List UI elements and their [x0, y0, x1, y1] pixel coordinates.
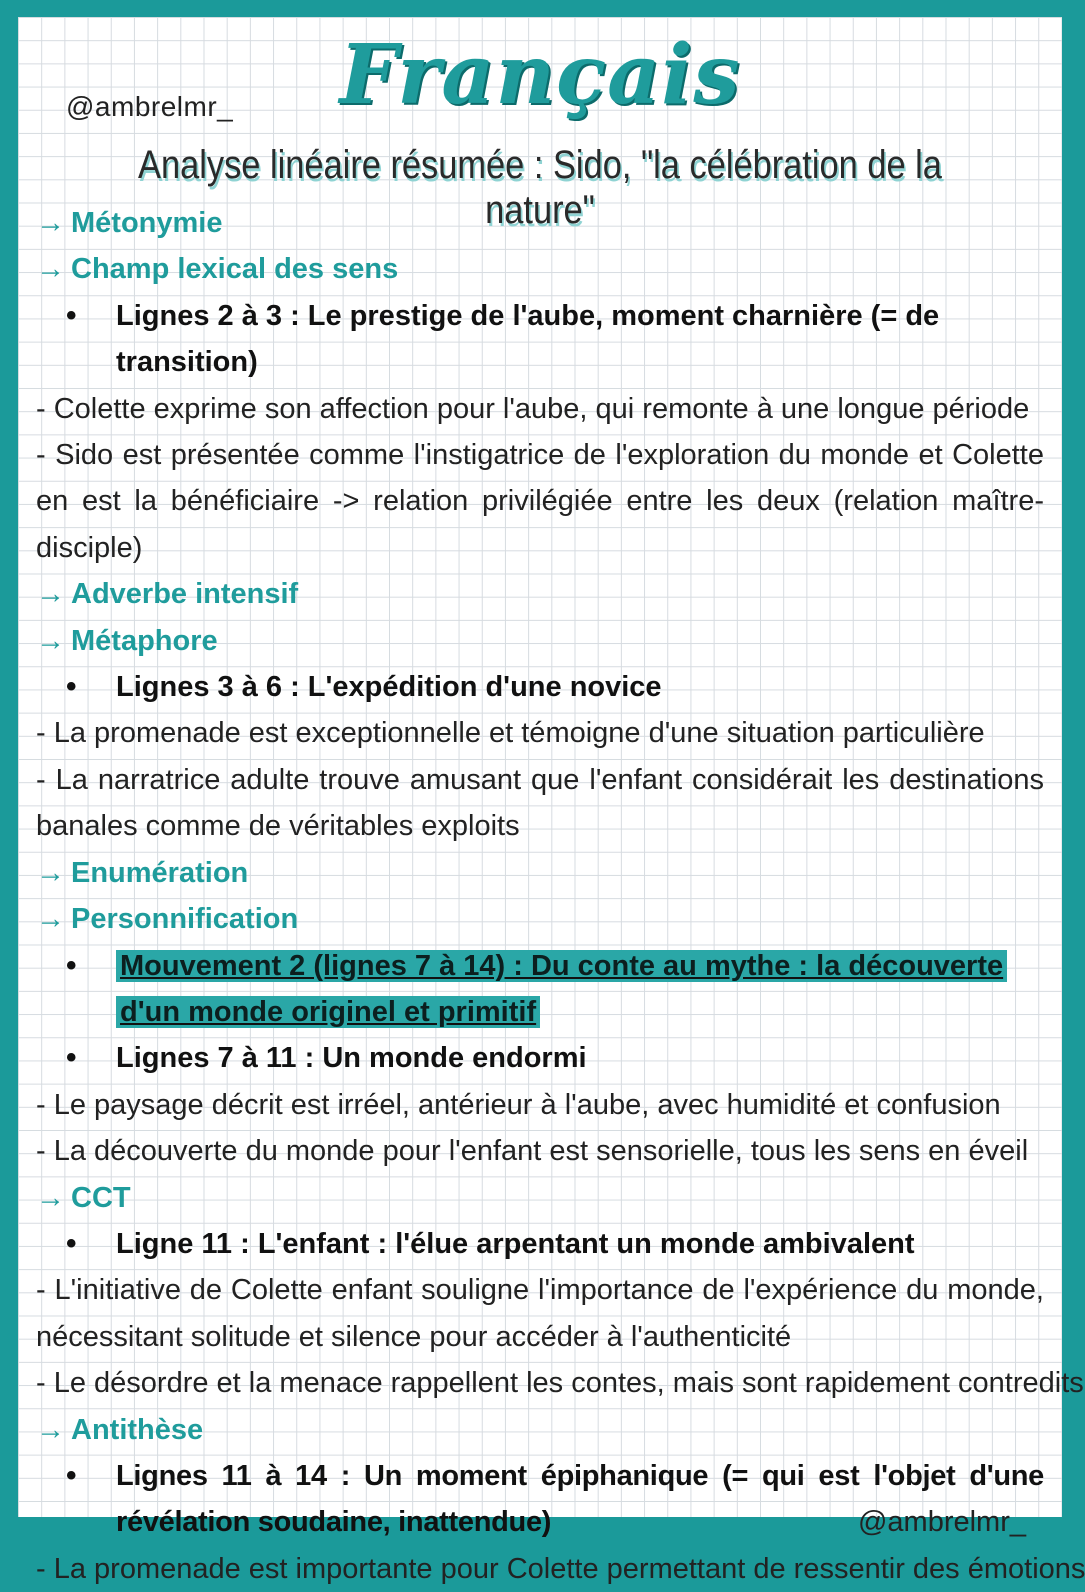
figure-item: → Personnification: [36, 903, 299, 936]
note-paragraph: - Sido est présentée comme l'instigatrice de l'exploration du monde et Colette en est la bénéficiaire -> relation privilégiée entre les deux (relation maître-disciple): [36, 439, 1044, 564]
arrow-icon: →: [36, 578, 65, 611]
figure-item: → Antithèse: [36, 1413, 204, 1446]
bullet-icon: •: [66, 948, 77, 982]
arrow-icon: →: [36, 207, 65, 239]
note-line: - Colette exprime son affection pour l'aube, qui remonte à une longue période: [36, 392, 1030, 425]
arrow-icon: →: [36, 253, 65, 286]
page-title: Français: [339, 27, 741, 123]
bullet-icon: •: [66, 670, 77, 704]
section-heading: • Lignes 3 à 6 : L'expédition d'une novice: [36, 664, 1044, 710]
note-line: - Le désordre et la menace rappellent les contes, mais sont rapidement contredits: [36, 1367, 1084, 1400]
note-paragraph: - La narratrice adulte trouve amusant que l'enfant considérait les destinations banales comme de véritables exploits: [36, 763, 1044, 843]
section-heading: • Lignes 7 à 11 : Un monde endormi: [36, 1035, 1044, 1081]
arrow-icon: →: [36, 1181, 65, 1214]
arrow-icon: →: [36, 903, 65, 936]
highlighted-heading: Mouvement 2 (lignes 7 à 14) : Du conte au mythe : la découverte d'un monde originel et primitif: [116, 950, 1007, 1028]
arrow-icon: →: [36, 1413, 65, 1446]
notebook-page: [18, 17, 1085, 1585]
bullet-icon: •: [66, 1458, 77, 1492]
arrow-icon: →: [36, 624, 65, 657]
footer-handle: @ambrelmr_: [857, 1506, 1026, 1539]
figure-item: → Métaphore: [36, 624, 218, 657]
note-line: - La promenade est importante pour Colette permettant de ressentir des émotions: [36, 1552, 1085, 1585]
note-line: - La découverte du monde pour l'enfant est sensorielle, tous les sens en éveil: [36, 1135, 1029, 1168]
bullet-icon: •: [66, 1041, 77, 1075]
section-heading: • Lignes 11 à 14 : Un moment épiphanique (= qui est l'objet d'une révélation soudaine, inattendue) @ambrelmr_: [36, 1453, 1044, 1546]
bullet-icon: •: [66, 1226, 77, 1260]
page-subtitle: Analyse linéaire résumée : Sido, "la célébration de la nature": [138, 143, 942, 232]
section-heading: • Ligne 11 : L'enfant : l'élue arpentant un monde ambivalent: [36, 1221, 1044, 1267]
figure-item: → Métonymie: [36, 207, 223, 239]
figure-item: → CCT: [36, 1181, 131, 1214]
figure-item: → Champ lexical des sens: [36, 253, 399, 286]
author-handle: @ambrelmr_: [66, 91, 234, 122]
section-heading: • Lignes 2 à 3 : Le prestige de l'aube, moment charnière (= de transition): [36, 293, 1044, 386]
note-paragraph: - L'initiative de Colette enfant souligne l'importance de l'expérience du monde, nécessitant solitude et silence pour accéder à l'authenticité: [36, 1274, 1044, 1353]
note-line: - La promenade est exceptionnelle et témoigne d'une situation particulière: [36, 717, 985, 750]
arrow-icon: →: [36, 856, 65, 889]
note-line: - Le paysage décrit est irréel, antérieur à l'aube, avec humidité et confusion: [36, 1088, 1001, 1121]
figure-item: → Enumération: [36, 856, 249, 889]
movement-heading: [36, 943, 1044, 1036]
bullet-icon: •: [66, 298, 77, 332]
figure-item: → Adverbe intensif: [36, 578, 299, 611]
notes-content: [36, 200, 1085, 1592]
